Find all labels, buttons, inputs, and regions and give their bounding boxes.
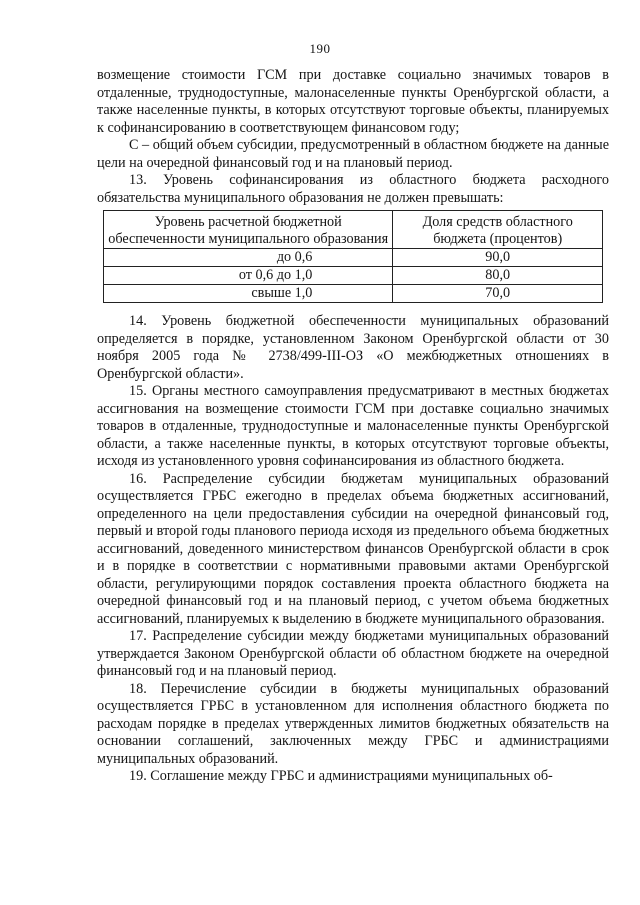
- paragraph-continuation: возмещение стоимости ГСМ при доставке социально значимых товаров в отдаленные, труднодоступные, малонаселенные пункты Оренбургской области, а также населенные пункты, в которых отсутствуют торговые объекты, планируемых к софинансированию в соответствующем финансовом году;: [97, 67, 609, 136]
- table-header-share: Доля средств областного бюджета (процентов): [393, 211, 603, 249]
- paragraph-14: 14. Уровень бюджетной обеспеченности муниципальных образований определяется в порядке, установленном Законом Оренбургской области от 30 ноября 2005 года № 2738/499-III-ОЗ «О межбюджетных отношениях в Оренбургской области».: [97, 313, 609, 382]
- paragraph-15: 15. Органы местного самоуправления предусматривают в местных бюджетах ассигнования на возмещение стоимости ГСМ при доставке социально значимых товаров в отдаленные, труднодоступные и малонаселенные пункты Оренбургской области, а также населенные пункты, в которых отсутствуют торговые объекты, исходя из установленного уровня софинансирования из областного бюджета.: [97, 383, 609, 469]
- cofinancing-table: [103, 210, 603, 303]
- table-row: [104, 249, 603, 267]
- paragraph-18: 18. Перечисление субсидии в бюджеты муниципальных образований осуществляется ГРБС в установленном для исполнения областного бюджета по расходам порядке в пределах утвержденных лимитов бюджетных обязательств на основании соглашений, заключенных между ГРБС и администрациями муниципальных образований.: [97, 680, 609, 767]
- table-cell-share: 80,0: [393, 267, 603, 285]
- page-number: 190: [309, 41, 331, 56]
- table-cell-share: 70,0: [393, 285, 603, 303]
- table-header-level: Уровень расчетной бюджетной обеспеченности муниципального образования: [104, 211, 393, 249]
- table-cell-level: свыше 1,0: [104, 285, 393, 303]
- paragraph-17: 17. Распределение субсидии между бюджетами муниципальных образований утверждается Законом Оренбургской области об областном бюджете на очередной финансовый год и на плановый период.: [97, 628, 609, 679]
- table-cell-level: до 0,6: [104, 249, 393, 267]
- document-body: [97, 67, 609, 786]
- table-row: [104, 285, 603, 303]
- table-row: [104, 267, 603, 285]
- table-cell-level: от 0,6 до 1,0: [104, 267, 393, 285]
- table-header-row: [104, 211, 603, 249]
- paragraph-19: 19. Соглашение между ГРБС и администрациями муниципальных об-: [129, 768, 553, 784]
- paragraph-16: 16. Распределение субсидии бюджетам муниципальных образований осуществляется ГРБС ежегодно в пределах объема бюджетных ассигнований, определенного на цели предоставления субсидии на очередной финансовый год, первый и второй годы планового периода исходя из предельного объема бюджетных ассигнований, доведенного министерством финансов Оренбургской области в срок и в порядке в соответствии с нормативными правовыми актами Оренбургской области, регулирующими порядок составления проекта областного бюджета на очередной финансовый год и на плановый период, с учетом объема бюджетных ассигнований, планируемых к выделению в бюджете муниципального образования.: [97, 470, 609, 627]
- table-cell-share: 90,0: [393, 249, 603, 267]
- paragraph-c-definition: С – общий объем субсидии, предусмотренный в областном бюджете на данные цели на очередной финансовый год и на плановый период.: [97, 137, 609, 171]
- paragraph-13: 13. Уровень софинансирования из областного бюджета расходного обязательства муниципального образования не должен превышать:: [97, 172, 609, 206]
